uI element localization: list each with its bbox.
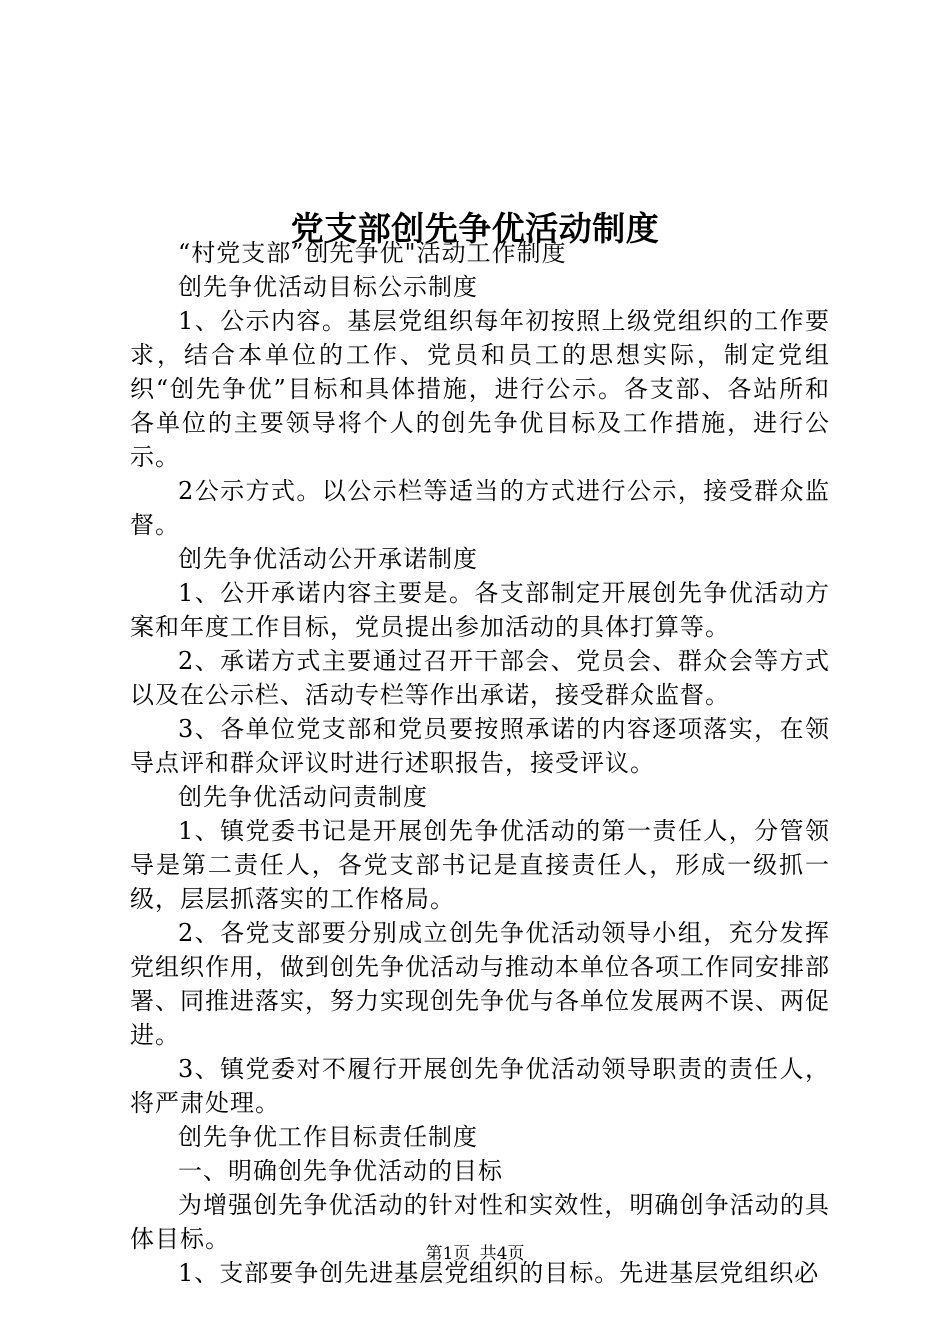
paragraph: 1、公示内容。基层党组织每年初按照上级党组织的工作要求，结合本单位的工作、党员和员工的思想实际，制定党组织“创先争优”目标和具体措施，进行公示。各支部、各站所和各单位的主要领导将个人的创先争优目标及工作措施，进行公示。: [130, 307, 830, 471]
paragraph: 为增强创先争优活动的针对性和实效性，明确创争活动的具体目标。: [130, 1191, 830, 1253]
paragraph: 2、各党支部要分别成立创先争优活动领导小组，充分发挥党组织作用，做到创先争优活动与推动本单位各项工作同安排部署、同推进落实，努力实现创先争优与各单位发展两不误、两促进。: [130, 919, 830, 1049]
section-heading: 创先争优活动公开承诺制度: [178, 545, 478, 573]
paragraph: 1、公开承诺内容主要是。各支部制定开展创先争优活动方案和年度工作目标，党员提出参加活动的具体打算等。: [130, 579, 830, 641]
paragraph: 3、镇党委对不履行开展创先争优活动领导职责的责任人，将严肃处理。: [130, 1055, 830, 1117]
page-number: 第1页: [425, 1244, 471, 1264]
section-heading: 创先争优工作目标责任制度: [178, 1123, 478, 1151]
section-heading: 创先争优活动目标公示制度: [178, 273, 478, 301]
paragraph: 3、各单位党支部和党员要按照承诺的内容逐项落实，在领导点评和群众评议时进行述职报告，接受评议。: [130, 715, 830, 777]
paragraph: 1、镇党委书记是开展创先争优活动的第一责任人，分管领导是第二责任人，各党支部书记是直接责任人，形成一级抓一级，层层抓落实的工作格局。: [130, 817, 830, 913]
paragraph: 2、承诺方式主要通过召开干部会、党员会、群众会等方式以及在公示栏、活动专栏等作出承诺，接受群众监督。: [130, 647, 830, 709]
page-footer: [0, 1242, 950, 1266]
section-heading: “村党支部”创先争优"活动工作制度: [178, 239, 567, 267]
section-heading: 创先争优活动问责制度: [178, 783, 428, 811]
paragraph: 1、支部要争创先进基层党组织的目标。先进基层党组织必: [178, 1259, 820, 1287]
paragraph: 2公示方式。以公示栏等适当的方式进行公示，接受群众监督。: [130, 477, 830, 539]
document-title: 党支部创先争优活动制度: [290, 209, 660, 249]
page-total: 共4页: [479, 1244, 525, 1264]
section-heading: 一、明确创先争优活动的目标: [178, 1157, 503, 1185]
document-body: [130, 236, 830, 1290]
